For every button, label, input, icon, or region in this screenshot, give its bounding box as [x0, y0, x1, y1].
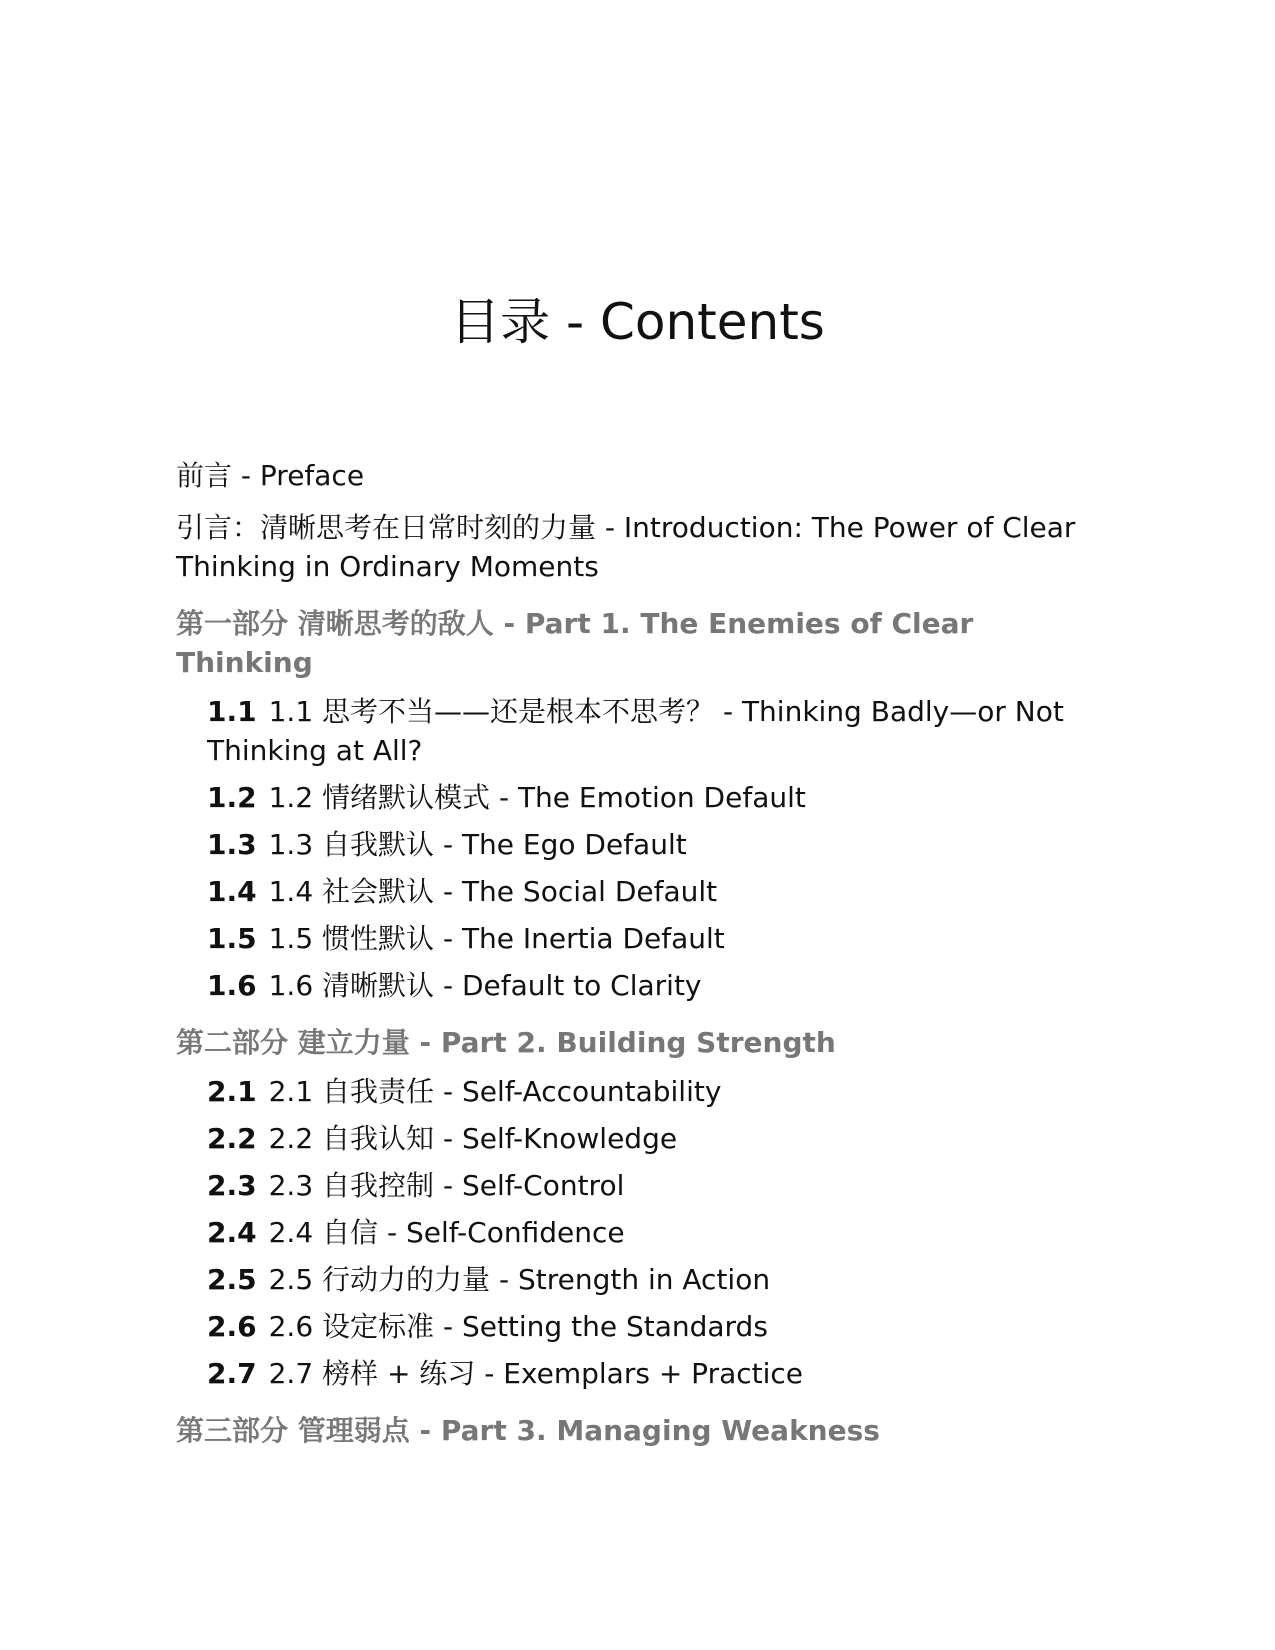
part-heading-1[interactable] — [176, 604, 1116, 682]
chapter-label: 1.4 社会默认 - The Social Default — [268, 875, 718, 908]
chapter-number: 1.4 — [207, 875, 257, 908]
chapter-label: 2.5 行动力的力量 - Strength in Action — [268, 1263, 771, 1296]
chapter-number: 1.1 — [207, 695, 257, 728]
chapter-label: 2.3 自我控制 - Self-Control — [268, 1169, 625, 1202]
toc-entry-chapter[interactable] — [207, 1119, 1116, 1158]
chapter-list-part-2 — [176, 1072, 1116, 1393]
chapter-label: 2.7 榜样 + 练习 - Exemplars + Practice — [268, 1357, 804, 1390]
chapter-number: 2.4 — [207, 1216, 257, 1249]
toc-entry-chapter[interactable] — [207, 778, 1116, 817]
chapter-label: 1.1 思考不当——还是根本不思考？ - Thinking Badly—or Not Thinking at All? — [207, 695, 1064, 767]
part-heading-zh: 第三部分 管理弱点 — [176, 1414, 410, 1447]
chapter-number: 1.2 — [207, 781, 257, 814]
chapter-number: 2.2 — [207, 1122, 257, 1155]
toc-entry-chapter[interactable] — [207, 825, 1116, 864]
toc-entry-chapter[interactable] — [207, 692, 1116, 770]
chapter-label: 1.3 自我默认 - The Ego Default — [268, 828, 687, 861]
chapter-number: 1.6 — [207, 969, 257, 1002]
part-heading-2[interactable] — [176, 1023, 1116, 1062]
chapter-number: 1.5 — [207, 922, 257, 955]
toc-entry-preface[interactable]: 前言 - Preface — [176, 459, 365, 492]
toc-entry-chapter[interactable] — [207, 1354, 1116, 1393]
part-heading-zh: 第一部分 清晰思考的敌人 — [176, 607, 494, 640]
chapter-label: 1.6 清晰默认 - Default to Clarity — [268, 969, 702, 1002]
part-heading-en: - Part 1. The Enemies of Clear Thinking — [176, 607, 974, 679]
chapter-number: 1.3 — [207, 828, 257, 861]
part-heading-en: - Part 3. Managing Weakness — [409, 1414, 880, 1447]
toc-entry-introduction[interactable]: 引言：清晰思考在日常时刻的力量 - Introduction: The Power of Clear Thinking in Ordinary Moments — [176, 511, 1076, 583]
toc-entry-chapter[interactable] — [207, 1307, 1116, 1346]
toc-entry-chapter[interactable] — [207, 1260, 1116, 1299]
part-heading-3[interactable] — [176, 1411, 1116, 1450]
toc-entry-chapter[interactable] — [207, 919, 1116, 958]
page-title: 目录 - Contents — [450, 293, 825, 351]
toc-entry-chapter[interactable] — [207, 1072, 1116, 1111]
chapter-label: 2.1 自我责任 - Self-Accountability — [268, 1075, 722, 1108]
chapter-number: 2.5 — [207, 1263, 257, 1296]
toc-entry-chapter[interactable] — [207, 1213, 1116, 1252]
table-of-contents — [176, 456, 1116, 1460]
chapter-label: 1.2 情绪默认模式 - The Emotion Default — [268, 781, 806, 814]
chapter-number: 2.7 — [207, 1357, 257, 1390]
chapter-label: 2.6 设定标准 - Setting the Standards — [268, 1310, 768, 1343]
toc-entry-chapter[interactable] — [207, 966, 1116, 1005]
chapter-label: 2.2 自我认知 - Self-Knowledge — [268, 1122, 678, 1155]
chapter-label: 2.4 自信 - Self-Confidence — [268, 1216, 625, 1249]
chapter-label: 1.5 惯性默认 - The Inertia Default — [268, 922, 725, 955]
part-heading-zh: 第二部分 建立力量 — [176, 1026, 410, 1059]
toc-entry-chapter[interactable] — [207, 872, 1116, 911]
toc-entry-chapter[interactable] — [207, 1166, 1116, 1205]
chapter-number: 2.1 — [207, 1075, 257, 1108]
chapter-number: 2.3 — [207, 1169, 257, 1202]
chapter-number: 2.6 — [207, 1310, 257, 1343]
chapter-list-part-1 — [176, 692, 1116, 1005]
part-heading-en: - Part 2. Building Strength — [409, 1026, 836, 1059]
